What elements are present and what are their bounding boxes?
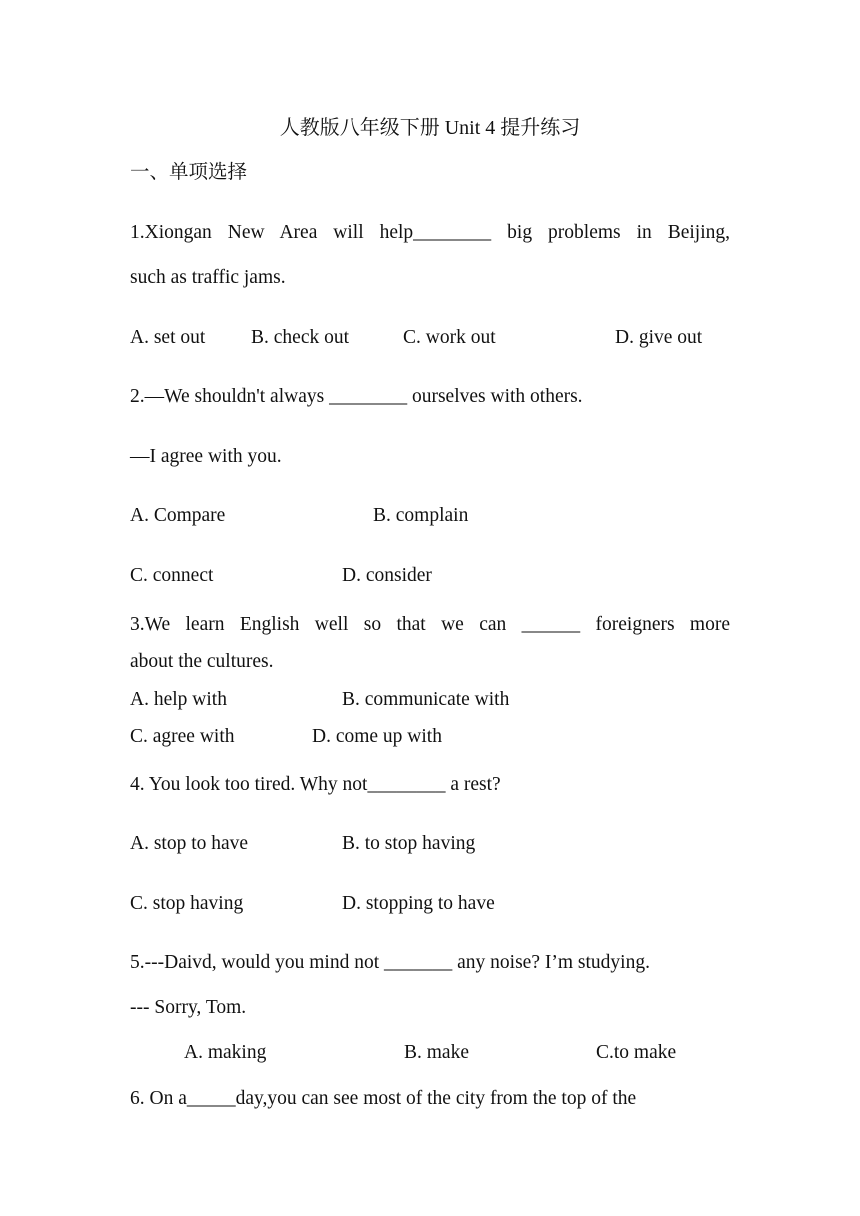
question-1-option-a: A. set out: [130, 327, 206, 348]
question-1-stem-line-2: such as traffic jams.: [130, 267, 286, 288]
question-4-option-a: A. stop to have: [130, 833, 249, 854]
question-5-stem-line-1: 5.---Daivd, would you mind not _______ any noise? I’m studying.: [130, 952, 650, 973]
question-3-option-d: D. come up with: [312, 726, 442, 747]
question-5-option-a: A. making: [184, 1042, 267, 1063]
question-5-stem-line-2: --- Sorry, Tom.: [130, 997, 247, 1018]
question-2-option-c: C. connect: [130, 565, 214, 586]
question-2-stem-line-1: 2.—We shouldn't always ________ ourselves with others.: [130, 386, 583, 407]
question-1-option-b: B. check out: [251, 327, 350, 348]
section-heading: 一、单项选择: [130, 162, 248, 183]
question-4-stem-line-1: 4. You look too tired. Why not________ a rest?: [130, 774, 501, 795]
question-5-option-c: C.to make: [596, 1042, 677, 1063]
question-6-stem-line-1: 6. On a_____day,you can see most of the city from the top of the: [130, 1088, 637, 1109]
question-3-option-c: C. agree with: [130, 726, 235, 747]
question-3-stem-line-2: about the cultures.: [130, 651, 274, 672]
question-3-stem-line-1: 3.We learn English well so that we can ______ foreigners more: [130, 614, 730, 635]
question-1-stem-line-1: 1.Xiongan New Area will help________ big problems in Beijing,: [130, 222, 730, 243]
question-1-option-c: C. work out: [403, 327, 496, 348]
question-4-option-d: D. stopping to have: [342, 893, 495, 914]
question-2-stem-line-2: —I agree with you.: [130, 446, 282, 467]
question-3-option-a: A. help with: [130, 689, 227, 710]
question-3-option-b: B. communicate with: [342, 689, 510, 710]
question-2-option-a: A. Compare: [130, 505, 226, 526]
question-2-option-b: B. complain: [373, 505, 469, 526]
question-4-option-c: C. stop having: [130, 893, 244, 914]
question-1-option-d: D. give out: [615, 327, 703, 348]
page-title: 人教版八年级下册 Unit 4 提升练习: [279, 117, 581, 139]
question-5-option-b: B. make: [404, 1042, 469, 1063]
question-4-option-b: B. to stop having: [342, 833, 476, 854]
question-2-option-d: D. consider: [342, 565, 432, 586]
